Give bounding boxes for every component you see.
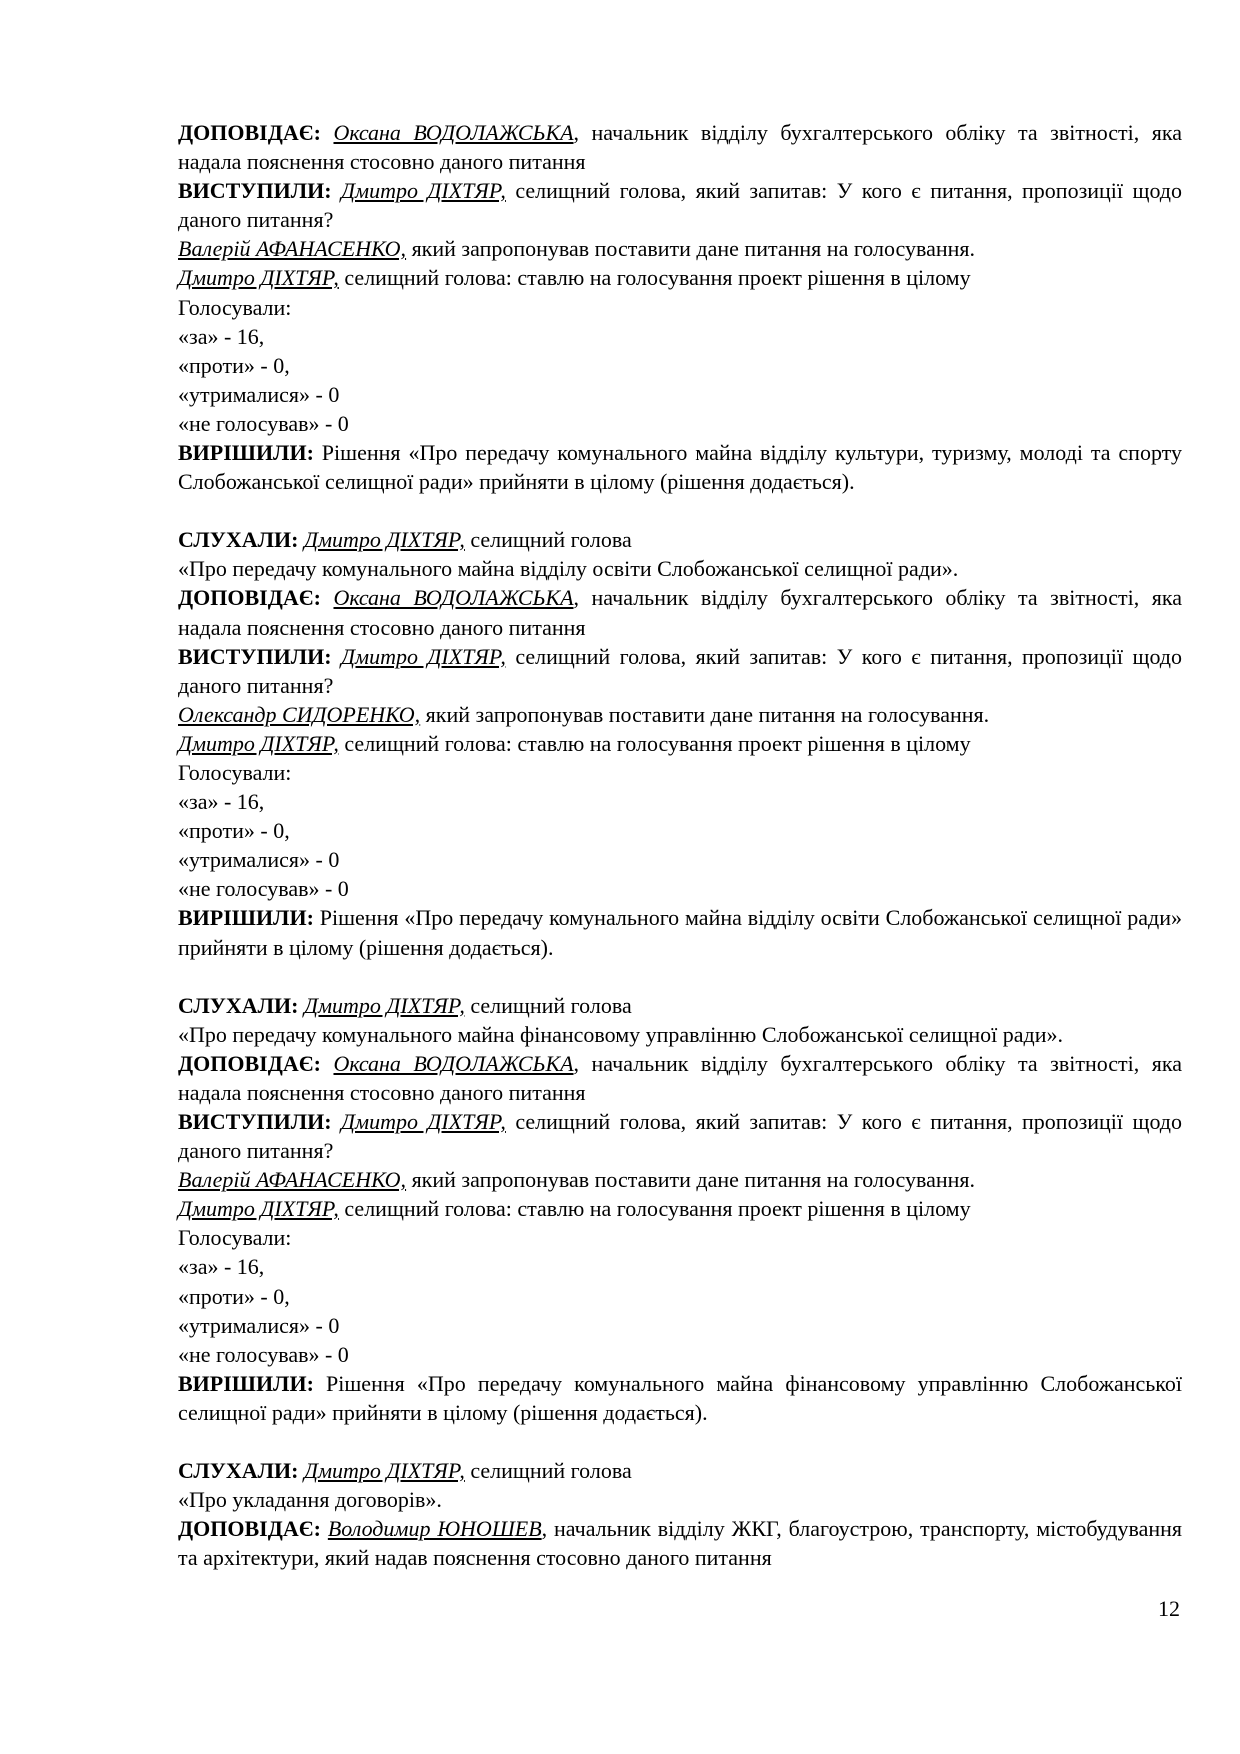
- vote-not-voted: «не голосував» - 0: [178, 1341, 349, 1367]
- presenter-label: ДОПОВІДАЄ:: [178, 585, 321, 611]
- vote-for: «за» - 16,: [178, 789, 265, 815]
- agenda-topic: «Про укладання договорів».: [178, 1487, 442, 1513]
- section-spacer: [178, 496, 1182, 525]
- decision-text: Рішення «Про передачу комунального майна фінансовому управлінню Слобожанської селищної ради» прийняти в цілому (рішення додається).: [178, 1370, 1182, 1425]
- agenda-topic: «Про передачу комунального майна фінансовому управлінню Слобожанської селищної ради».: [178, 1021, 1063, 1047]
- presenter-label: ДОПОВІДАЄ:: [178, 1050, 321, 1076]
- presenter-paragraph: [178, 583, 1182, 641]
- vote-call-text: селищний голова: ставлю на голосування проект рішення в цілому: [338, 730, 971, 756]
- presenter-label: ДОПОВІДАЄ:: [178, 120, 321, 145]
- heard-role: селищний голова: [464, 992, 632, 1018]
- vote-against: «проти» - 0,: [178, 1283, 290, 1309]
- proposal-line: [178, 234, 1182, 263]
- vote-heading: Голосували:: [178, 294, 292, 320]
- heard-line: [178, 1456, 1182, 1485]
- decision-label: ВИРІШИЛИ:: [178, 1370, 314, 1396]
- vote-call-text: селищний голова: ставлю на голосування проект рішення в цілому: [338, 1196, 971, 1222]
- person-name: Дмитро ДІХТЯР,: [303, 992, 465, 1018]
- person-name: Дмитро ДІХТЯР,: [341, 1109, 506, 1134]
- person-name: Оксана ВОДОЛАЖСЬКА: [333, 120, 574, 145]
- heard-line: [178, 991, 1182, 1020]
- decision-paragraph: [178, 438, 1182, 496]
- proposal-line: [178, 1165, 1182, 1194]
- speakers-paragraph: [178, 1107, 1182, 1165]
- speaker-text: селищний голова, який запитав: У кого є питання, пропозиції щодо даного питання?: [178, 178, 1182, 233]
- person-name: Оксана ВОДОЛАЖСЬКА: [333, 1050, 574, 1076]
- decision-text: Рішення «Про передачу комунального майна відділу освіти Слобожанської селищної ради» прийняти в цілому (рішення додається).: [178, 905, 1182, 960]
- speakers-label: ВИСТУПИЛИ:: [178, 1109, 332, 1134]
- presenter-paragraph: [178, 1049, 1182, 1107]
- vote-call-line: [178, 1194, 1182, 1223]
- presenter-paragraph: [178, 118, 1182, 176]
- person-name: Валерій АФАНАСЕНКО,: [178, 236, 407, 262]
- speakers-label: ВИСТУПИЛИ:: [178, 643, 332, 669]
- presenter-role: , начальник відділу бухгалтерського обліку та звітності, яка надала пояснення стосовно даного питання: [178, 585, 1183, 640]
- vote-against: «проти» - 0,: [178, 818, 290, 844]
- person-name: Володимир ЮНОШЕВ: [327, 1516, 542, 1542]
- person-name: Дмитро ДІХТЯР,: [341, 643, 506, 669]
- heard-label: СЛУХАЛИ:: [178, 527, 299, 553]
- person-name: Олександр СИДОРЕНКО,: [178, 701, 421, 727]
- person-name: Валерій АФАНАСЕНКО,: [178, 1167, 407, 1193]
- agenda-topic: «Про передачу комунального майна відділу освіти Слобожанської селищної ради».: [178, 556, 959, 582]
- decision-label: ВИРІШИЛИ:: [178, 905, 314, 931]
- decision-paragraph: [178, 1369, 1182, 1427]
- proposal-text: який запропонував поставити дане питання на голосування.: [420, 701, 990, 727]
- vote-heading: Голосували:: [178, 759, 292, 785]
- decision-text: Рішення «Про передачу комунального майна відділу культури, туризму, молоді та спорту Слобожанської селищної ради» прийняти в цілому (рішення додається).: [178, 440, 1182, 495]
- person-name: Дмитро ДІХТЯР,: [341, 178, 506, 204]
- speakers-label: ВИСТУПИЛИ:: [178, 178, 332, 204]
- vote-for: «за» - 16,: [178, 1254, 265, 1280]
- speakers-paragraph: [178, 642, 1182, 700]
- vote-abstain: «утрималися» - 0: [178, 847, 340, 873]
- vote-not-voted: «не голосував» - 0: [178, 876, 349, 902]
- vote-call-line: [178, 263, 1182, 292]
- proposal-text: який запропонував поставити дане питання на голосування.: [406, 236, 976, 262]
- vote-abstain: «утрималися» - 0: [178, 1312, 340, 1338]
- presenter-role: , начальник відділу бухгалтерського обліку та звітності, яка надала пояснення стосовно даного питання: [178, 1050, 1183, 1105]
- heard-role: селищний голова: [464, 1458, 632, 1484]
- heard-label: СЛУХАЛИ:: [178, 1458, 299, 1484]
- heard-label: СЛУХАЛИ:: [178, 992, 299, 1018]
- document-page: [178, 118, 1182, 1572]
- vote-heading: Голосували:: [178, 1225, 292, 1251]
- person-name: Дмитро ДІХТЯР,: [303, 527, 465, 553]
- vote-for: «за» - 16,: [178, 323, 265, 349]
- proposal-line: [178, 700, 1182, 729]
- page-number: 12: [1158, 1596, 1180, 1621]
- speaker-text: селищний голова, який запитав: У кого є питання, пропозиції щодо даного питання?: [178, 1109, 1182, 1164]
- heard-line: [178, 525, 1182, 554]
- decision-paragraph: [178, 903, 1182, 961]
- vote-not-voted: «не голосував» - 0: [178, 410, 349, 436]
- person-name: Дмитро ДІХТЯР,: [178, 730, 339, 756]
- vote-call-line: [178, 729, 1182, 758]
- heard-role: селищний голова: [464, 527, 632, 553]
- presenter-role: , начальник відділу бухгалтерського обліку та звітності, яка надала пояснення стосовно даного питання: [178, 120, 1183, 175]
- speaker-text: селищний голова, який запитав: У кого є питання, пропозиції щодо даного питання?: [178, 643, 1182, 698]
- proposal-text: який запропонував поставити дане питання на голосування.: [406, 1167, 976, 1193]
- presenter-role: , начальник відділу ЖКГ, благоустрою, транспорту, містобудування та архітектури, який надав пояснення стосовно даного питання: [178, 1516, 1183, 1571]
- person-name: Дмитро ДІХТЯР,: [178, 1196, 339, 1222]
- presenter-label: ДОПОВІДАЄ:: [178, 1516, 321, 1542]
- vote-against: «проти» - 0,: [178, 352, 290, 378]
- section-spacer: [178, 962, 1182, 991]
- person-name: Дмитро ДІХТЯР,: [178, 265, 339, 291]
- section-spacer: [178, 1427, 1182, 1456]
- person-name: Оксана ВОДОЛАЖСЬКА: [333, 585, 574, 611]
- person-name: Дмитро ДІХТЯР,: [303, 1458, 465, 1484]
- vote-call-text: селищний голова: ставлю на голосування проект рішення в цілому: [338, 265, 971, 291]
- speakers-paragraph: [178, 176, 1182, 234]
- presenter-paragraph: [178, 1514, 1182, 1572]
- vote-abstain: «утрималися» - 0: [178, 381, 340, 407]
- decision-label: ВИРІШИЛИ:: [178, 440, 314, 466]
